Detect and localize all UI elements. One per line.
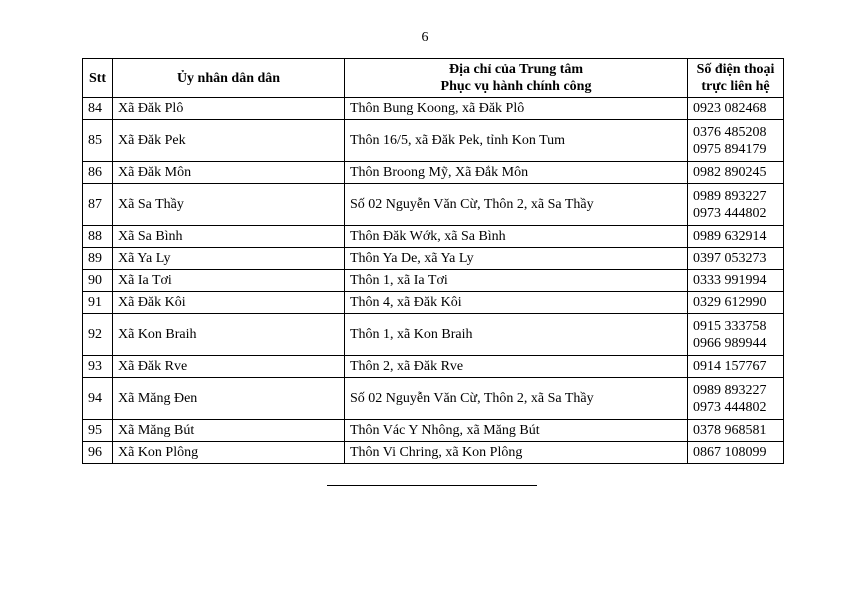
row-address: Thôn Bung Koong, xã Đăk Plô [345,98,688,120]
row-address: Thôn 1, xã Kon Braih [345,314,688,356]
phone-number: 0923 082468 [693,101,767,116]
row-stt: 91 [83,292,113,314]
phone-number: 0867 108099 [693,445,767,460]
phone-number: 0973 444802 [693,399,767,415]
row-phones [688,442,784,464]
row-phones [688,98,784,120]
table-row [83,356,784,378]
service-center-table [82,58,784,464]
phone-number: 0333 991994 [693,273,767,288]
row-phones [688,226,784,248]
row-stt: 94 [83,378,113,420]
phone-number: 0966 989944 [693,335,767,351]
page-number: 6 [421,30,429,45]
row-commune-name: Xã Đăk Kôi [113,292,345,314]
row-phones [688,120,784,162]
table-body [83,98,784,464]
row-commune-name: Xã Đăk Pek [113,120,345,162]
header-phone [688,59,784,98]
row-commune-name: Xã Đăk Plô [113,98,345,120]
row-stt: 85 [83,120,113,162]
row-stt: 92 [83,314,113,356]
row-address: Số 02 Nguyễn Văn Cừ, Thôn 2, xã Sa Thầy [345,184,688,226]
header-address [345,59,688,98]
row-commune-name: Xã Đăk Rve [113,356,345,378]
row-phones [688,162,784,184]
row-stt: 90 [83,270,113,292]
row-address: Thôn 1, xã Ia Tơi [345,270,688,292]
header-phone-line2: trực liên hệ [701,79,770,94]
row-stt: 88 [83,226,113,248]
header-address-line1: Địa chỉ của Trung tâm [448,62,584,77]
phone-number: 0989 893227 [693,382,767,398]
row-phones [688,270,784,292]
phone-number: 0989 632914 [693,229,767,244]
row-address: Thôn Vác Y Nhông, xã Măng Bút [345,420,688,442]
phone-number: 0329 612990 [693,295,767,310]
table-row [83,226,784,248]
row-address: Thôn Đăk Wớk, xã Sa Bình [345,226,688,248]
row-commune-name: Xã Ia Tơi [113,270,345,292]
row-phones [688,314,784,356]
row-address: Thôn Vi Chring, xã Kon Plông [345,442,688,464]
row-address: Thôn Broong Mỹ, Xã Đắk Môn [345,162,688,184]
table-row [83,162,784,184]
row-phones [688,378,784,420]
table-row [83,292,784,314]
table-row [83,98,784,120]
row-stt: 86 [83,162,113,184]
table-row [83,120,784,162]
table-header-row [83,59,784,98]
row-phones [688,420,784,442]
footer-divider [327,485,537,486]
row-commune-name: Xã Kon Plông [113,442,345,464]
table-row [83,184,784,226]
row-phones [688,292,784,314]
phone-number: 0376 485208 [693,124,767,140]
phone-number: 0915 333758 [693,318,767,334]
table-row [83,420,784,442]
header-phone-line1: Số điện thoại [696,62,775,77]
row-address: Thôn 16/5, xã Đăk Pek, tỉnh Kon Tum [345,120,688,162]
table-row [83,314,784,356]
row-stt: 89 [83,248,113,270]
row-commune-name: Xã Đăk Môn [113,162,345,184]
row-stt: 84 [83,98,113,120]
row-phones [688,248,784,270]
table-row [83,378,784,420]
row-phones [688,184,784,226]
row-commune-name: Xã Kon Braih [113,314,345,356]
table-row [83,248,784,270]
table-row [83,442,784,464]
header-address-line2: Phục vụ hành chính công [440,79,592,94]
table-row [83,270,784,292]
phone-number: 0982 890245 [693,165,767,180]
row-stt: 87 [83,184,113,226]
phone-number: 0975 894179 [693,141,767,157]
row-commune-name: Xã Măng Đen [113,378,345,420]
row-stt: 96 [83,442,113,464]
row-stt: 93 [83,356,113,378]
row-address: Thôn Ya De, xã Ya Ly [345,248,688,270]
row-commune-name: Xã Ya Ly [113,248,345,270]
phone-number: 0973 444802 [693,205,767,221]
row-address: Thôn 2, xã Đăk Rve [345,356,688,378]
phone-number: 0378 968581 [693,423,767,438]
phone-number: 0914 157767 [693,359,767,374]
phone-number: 0989 893227 [693,188,767,204]
row-stt: 95 [83,420,113,442]
row-commune-name: Xã Sa Thầy [113,184,345,226]
row-commune-name: Xã Măng Bút [113,420,345,442]
header-unit: Ủy nhân dân dân [113,59,345,98]
row-address: Thôn 4, xã Đăk Kôi [345,292,688,314]
row-address: Số 02 Nguyễn Văn Cừ, Thôn 2, xã Sa Thầy [345,378,688,420]
row-phones [688,356,784,378]
phone-number: 0397 053273 [693,251,767,266]
row-commune-name: Xã Sa Bình [113,226,345,248]
header-stt: Stt [83,59,113,98]
